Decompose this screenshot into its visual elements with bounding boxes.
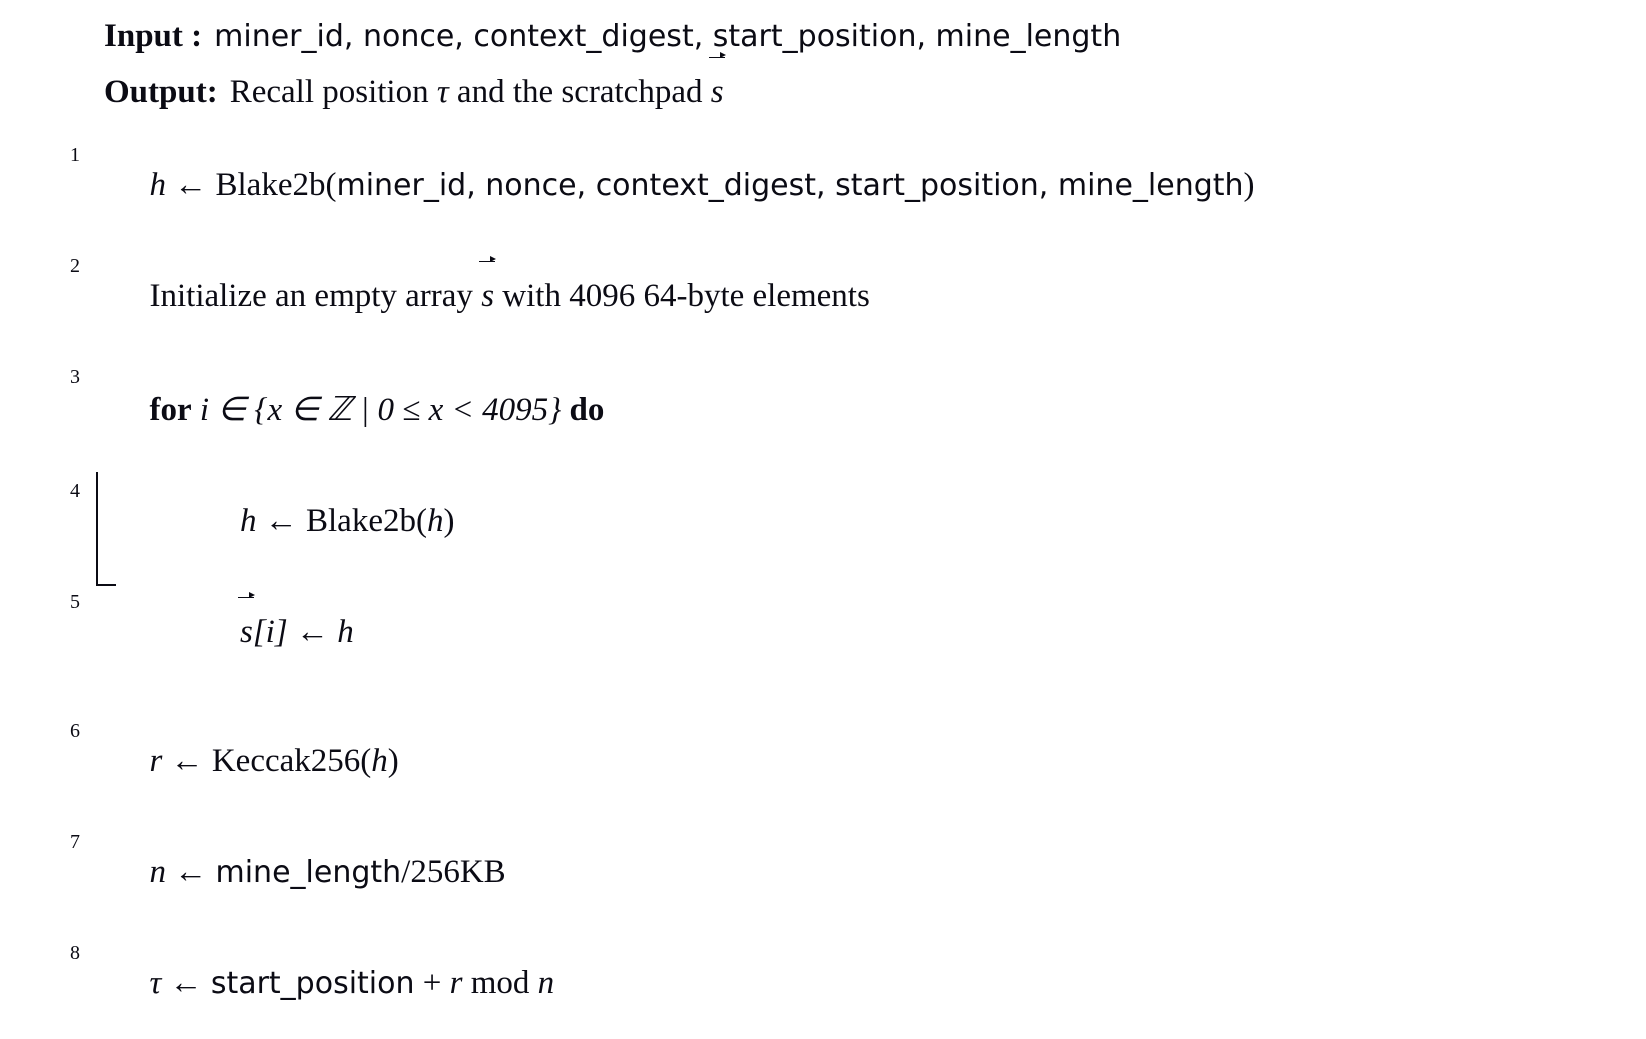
- line8-var-r: r: [449, 965, 463, 1001]
- line2-symbol-scratchpad: s: [481, 278, 495, 314]
- line5-index: [i]: [252, 614, 288, 650]
- output-symbol-tau: τ: [436, 74, 449, 110]
- output-colon: :: [206, 74, 218, 110]
- line1-arrow: ←: [174, 167, 208, 203]
- line1-close-paren: ): [1243, 167, 1255, 203]
- line8-plus: +: [414, 965, 450, 1001]
- algorithm-line-2: [0, 241, 1646, 352]
- algorithm-output-row: [0, 74, 1646, 130]
- line6-arrow: ←: [170, 743, 204, 779]
- algorithm-line-4: [0, 466, 1646, 577]
- loop-spacer: [0, 688, 1646, 706]
- algorithm-line-7: [0, 817, 1646, 928]
- line3-keyword-for: for: [149, 392, 192, 428]
- algorithm-loop-body: [0, 466, 1646, 688]
- line-number: 5: [70, 591, 80, 613]
- line6-var-r: r: [149, 743, 163, 779]
- output-text-pre: Recall position: [229, 74, 437, 110]
- line7-arrow: ←: [174, 854, 208, 890]
- line4-argument: h: [426, 503, 444, 539]
- input-label: Input: [104, 18, 183, 54]
- input-colon: :: [182, 18, 203, 54]
- line2-text-pre: Initialize an empty array: [149, 278, 482, 314]
- line-number: 1: [70, 144, 80, 166]
- line2-text-post: with 4096 64-byte elements: [494, 278, 870, 314]
- algorithm-input-row: [0, 18, 1646, 74]
- line1-arguments: miner_id, nonce, context_digest, start_position, mine_length: [336, 168, 1244, 203]
- line1-function: Blake2b(: [215, 167, 337, 203]
- algorithm-line-5: [0, 577, 1646, 688]
- line4-var-h: h: [240, 503, 257, 539]
- line4-arrow: ←: [264, 503, 298, 539]
- line-number: 4: [70, 480, 80, 502]
- algorithm-line-6: [0, 706, 1646, 817]
- line5-symbol-scratchpad: s: [240, 614, 253, 650]
- line6-argument: h: [371, 743, 388, 779]
- line8-symbol-tau: τ: [149, 965, 162, 1001]
- algorithm-line-8: [0, 928, 1646, 1039]
- line1-var-h: h: [149, 167, 166, 203]
- line8-arrow: ←: [169, 965, 203, 1001]
- line8-var-n: n: [537, 965, 555, 1001]
- line7-tail: /256KB: [401, 854, 506, 890]
- line-number: 2: [70, 255, 80, 277]
- line-number: 6: [70, 720, 80, 742]
- line5-var-h: h: [337, 614, 354, 650]
- input-parameters: miner_id, nonce, context_digest, start_position, mine_length: [214, 19, 1122, 54]
- algorithm-line-3: [0, 352, 1646, 466]
- line4-function: Blake2b(: [306, 503, 427, 539]
- output-symbol-scratchpad: s: [710, 74, 724, 110]
- line7-var-n: n: [149, 854, 166, 890]
- line-number: 7: [70, 831, 80, 853]
- line8-argument: start_position: [210, 966, 415, 1001]
- line-number: 3: [70, 366, 80, 388]
- line4-close-paren: ): [443, 503, 455, 539]
- line5-arrow: ←: [295, 614, 329, 650]
- line6-function: Keccak256(: [211, 743, 372, 779]
- line-number: 8: [70, 942, 80, 964]
- algorithm-line-1: [0, 130, 1646, 241]
- line6-close-paren: ): [387, 743, 399, 779]
- output-text-mid: and the scratchpad: [448, 74, 711, 110]
- line7-argument: mine_length: [215, 855, 402, 890]
- output-label: Output: [104, 74, 207, 110]
- line3-set-condition: ∈ {x ∈ ℤ | 0 ≤ x < 4095}: [209, 392, 570, 428]
- line3-iterator: i: [199, 392, 210, 428]
- line8-mod: mod: [462, 965, 538, 1001]
- line3-keyword-do: do: [569, 392, 605, 428]
